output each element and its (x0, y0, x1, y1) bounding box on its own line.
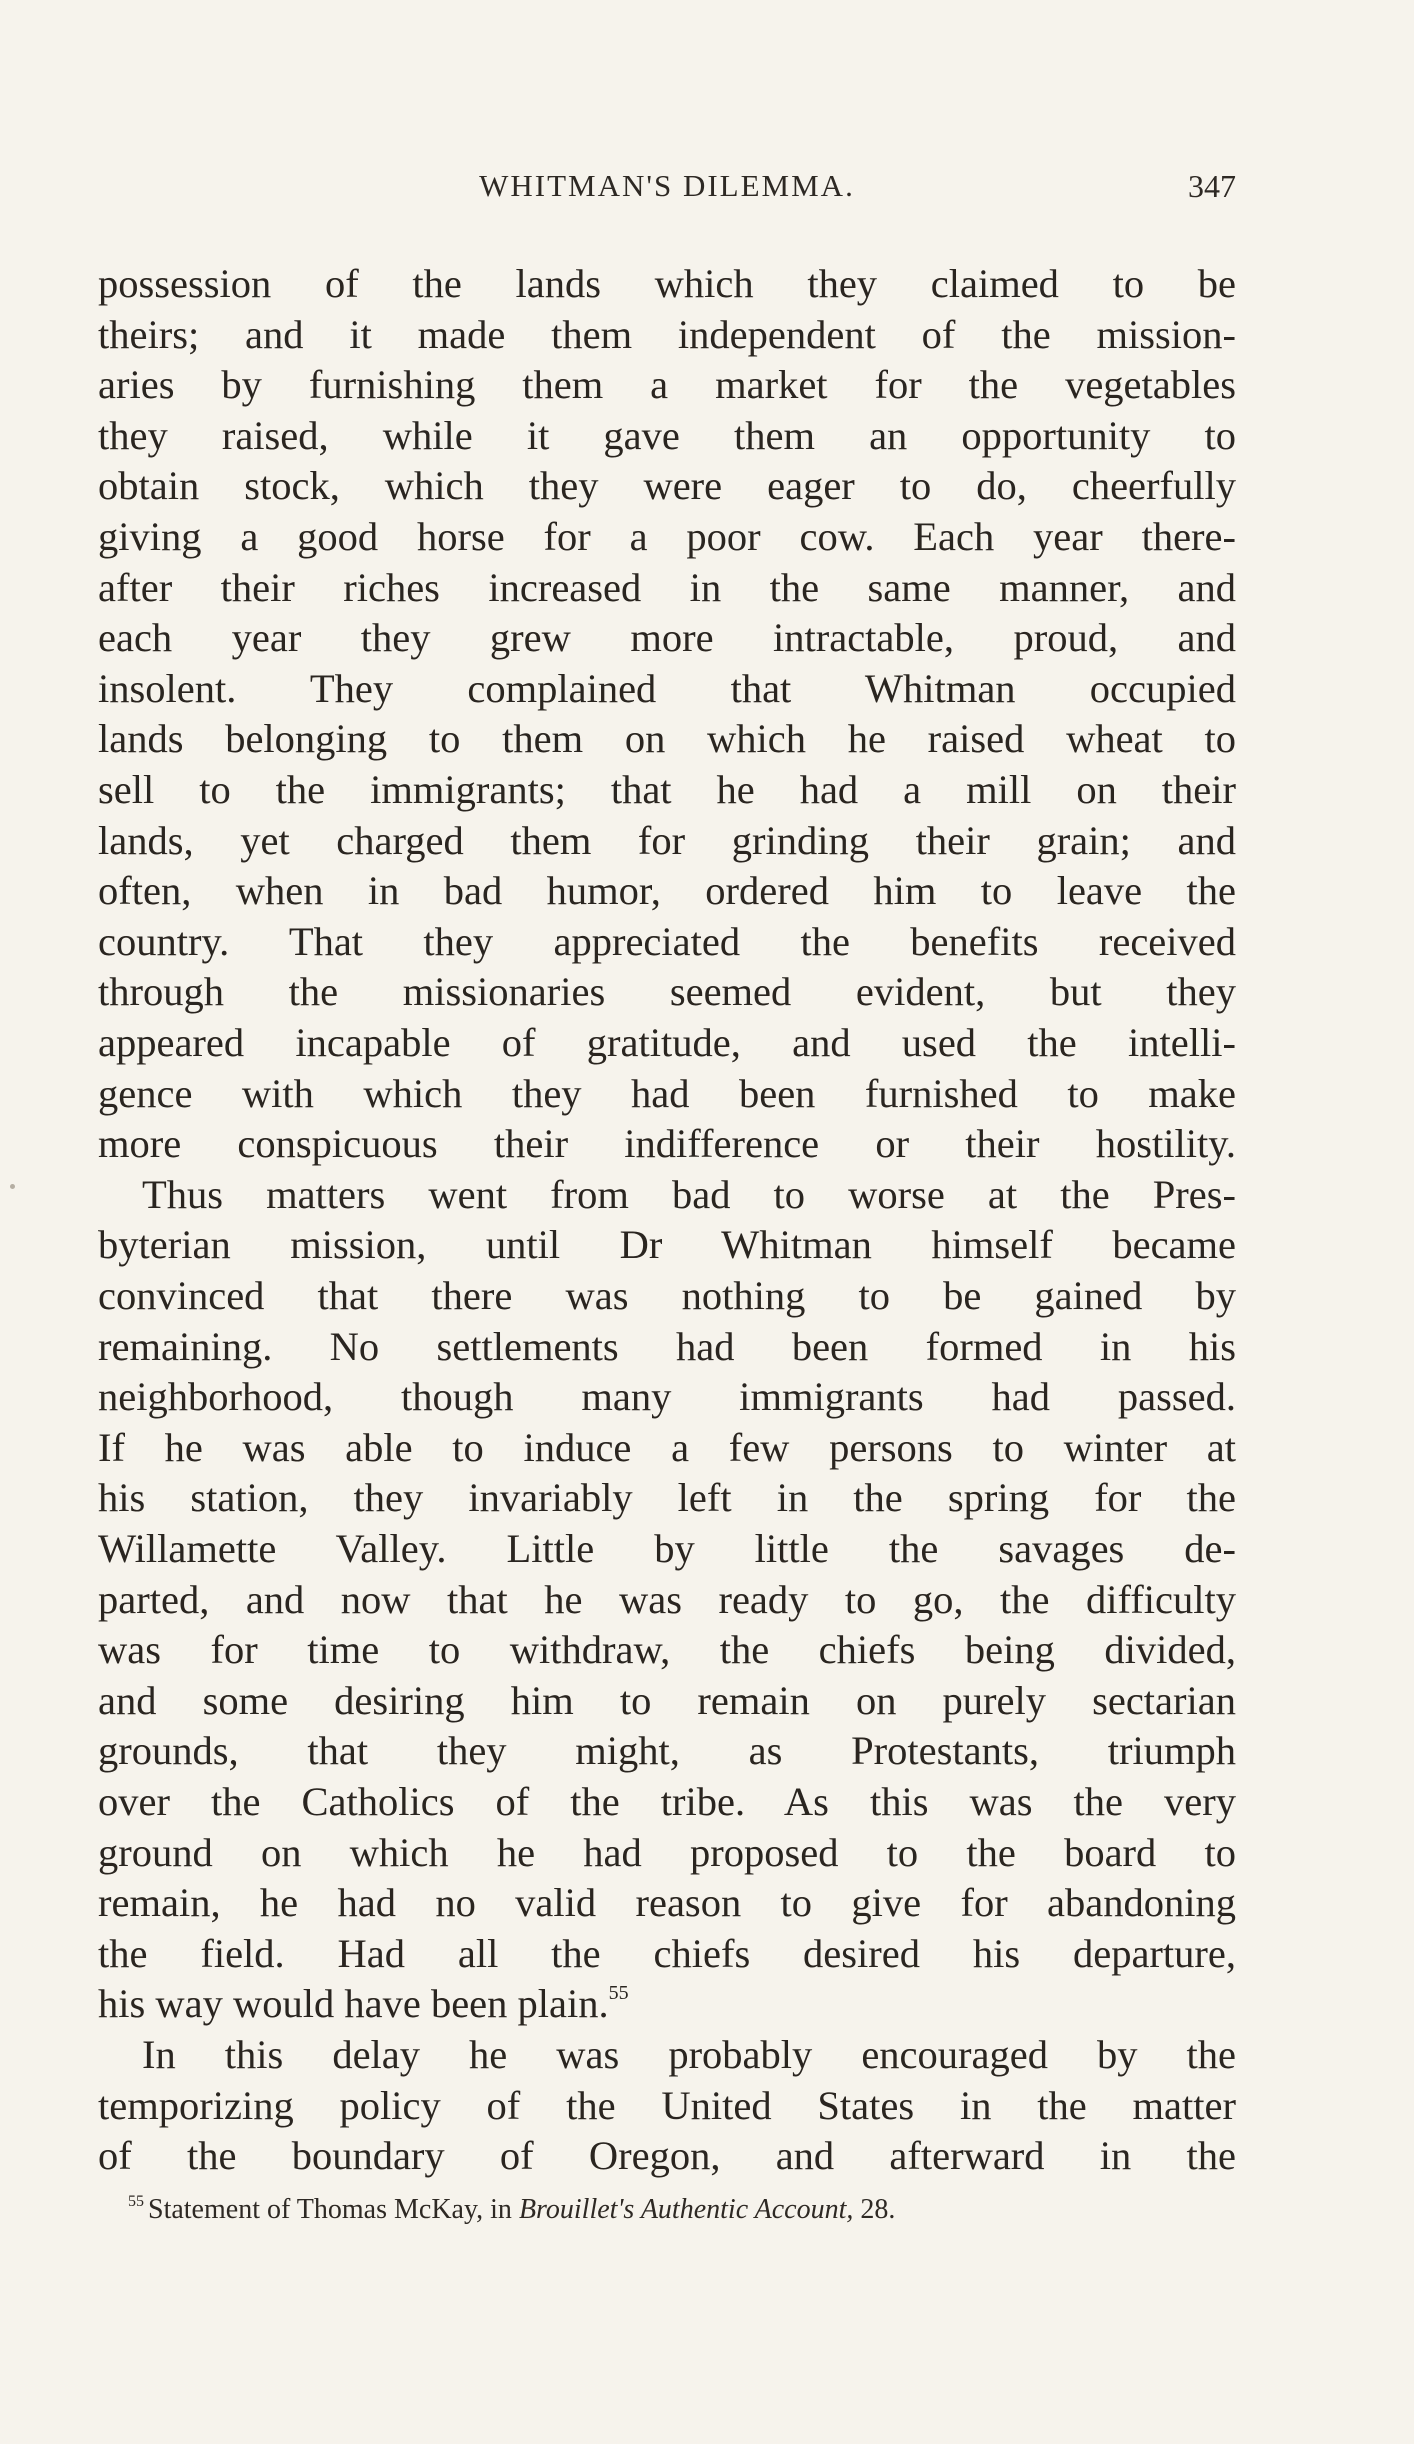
text-line: remain, he had no valid reason to give for abandoning (98, 1880, 1236, 1925)
paragraph-end-line (98, 1978, 1236, 2030)
text-line: grounds, that they might, as Protestants, triumph (98, 1728, 1236, 1773)
text-line: aries by furnishing them a market for the vegetables (98, 362, 1236, 407)
running-title: WHITMAN'S DILEMMA. (479, 168, 855, 203)
text-line: byterian mission, until Dr Whitman himself became (98, 1222, 1236, 1267)
footnote-mark: 55 (128, 2193, 144, 2210)
text-line: Willamette Valley. Little by little the savages de- (98, 1526, 1236, 1571)
text-line: the field. Had all the chiefs desired his departure, (98, 1931, 1236, 1976)
footnote-source-title: Brouillet's Authentic Account, (518, 2194, 854, 2225)
margin-speck (10, 1184, 15, 1189)
footnote-text: Statement of Thomas McKay, in (148, 2194, 519, 2225)
text-line: neighborhood, though many immigrants had passed. (98, 1374, 1236, 1419)
text-line-content: his way would have been plain. (98, 1981, 609, 2026)
text-line: through the missionaries seemed evident, but they (98, 969, 1236, 1014)
text-line: of the boundary of Oregon, and afterward in the (98, 2133, 1236, 2178)
text-line: ground on which he had proposed to the board to (98, 1830, 1236, 1875)
text-line: his station, they invariably left in the spring for the (98, 1475, 1236, 1520)
text-line: each year they grew more intractable, proud, and (98, 615, 1236, 660)
text-line: temporizing policy of the United States in the matter (98, 2083, 1236, 2128)
text-line: giving a good horse for a poor cow. Each year there- (98, 514, 1236, 559)
text-line: after their riches increased in the same manner, and (98, 565, 1236, 610)
text-line: convinced that there was nothing to be gained by (98, 1273, 1236, 1318)
text-line: theirs; and it made them independent of the mission- (98, 312, 1236, 357)
text-line: remaining. No settlements had been formed in his (98, 1324, 1236, 1369)
text-line: appeared incapable of gratitude, and used the intelli- (98, 1020, 1236, 1065)
text-line: often, when in bad humor, ordered him to leave the (98, 868, 1236, 913)
footnote-page: 28. (853, 2194, 896, 2225)
text-line: was for time to withdraw, the chiefs being divided, (98, 1627, 1236, 1672)
text-line: they raised, while it gave them an opportunity to (98, 413, 1236, 458)
text-line: over the Catholics of the tribe. As this was the very (98, 1779, 1236, 1824)
paragraph-start-line: Thus matters went from bad to worse at the Pres- (142, 1172, 1236, 1217)
text-line: sell to the immigrants; that he had a mill on their (98, 767, 1236, 812)
footnote (128, 2190, 1236, 2230)
text-line: lands belonging to them on which he raised wheat to (98, 716, 1236, 761)
text-line: obtain stock, which they were eager to do, cheerfully (98, 463, 1236, 508)
footnote-reference[interactable]: 55 (608, 1982, 629, 2004)
page-number: 347 (1188, 168, 1236, 204)
text-line: If he was able to induce a few persons to winter at (98, 1425, 1236, 1470)
paragraph-start-line: In this delay he was probably encouraged by the (142, 2032, 1236, 2077)
text-line: and some desiring him to remain on purely sectarian (98, 1678, 1236, 1723)
text-line: country. That they appreciated the benefits received (98, 919, 1236, 964)
text-line: possession of the lands which they claimed to be (98, 261, 1236, 306)
text-line: parted, and now that he was ready to go, the difficulty (98, 1577, 1236, 1622)
text-line: more conspicuous their indifference or their hostility. (98, 1121, 1236, 1166)
text-line: gence with which they had been furnished to make (98, 1071, 1236, 1116)
running-head (98, 168, 1236, 218)
text-line: lands, yet charged them for grinding their grain; and (98, 818, 1236, 863)
text-line: insolent. They complained that Whitman occupied (98, 666, 1236, 711)
